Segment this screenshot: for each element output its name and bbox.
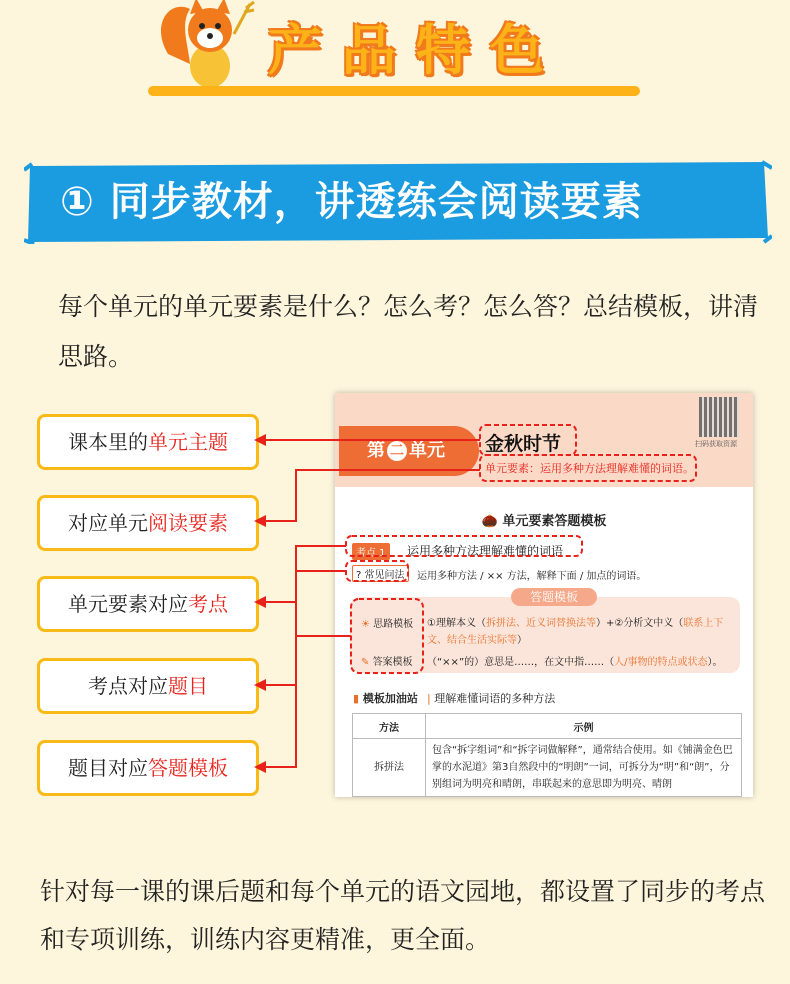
label-highlight: 考点 [188, 592, 228, 616]
template-bar: 答题模板 [511, 588, 597, 606]
label-test-points [37, 576, 259, 632]
pencil-icon: ✎ [361, 657, 373, 668]
bulb-icon: ☀ [361, 619, 374, 630]
label-highlight: 题目 [168, 674, 208, 698]
qr-label: 扫码获取资源 [695, 440, 737, 448]
silu-e: ） [517, 635, 527, 646]
title-underline [148, 86, 640, 96]
section-title: 产品特色 [268, 19, 564, 82]
qr-code-icon [699, 397, 739, 437]
common-tag-text: 常见问法 [364, 570, 405, 581]
silu-label [361, 615, 413, 630]
unit-prefix: 第 [367, 440, 385, 461]
label-reading-elements [37, 495, 259, 551]
common-question-tag [352, 565, 409, 582]
daan-label [361, 653, 413, 668]
methods-table [352, 713, 742, 797]
question-mark-icon: ? [356, 570, 365, 581]
kaodian-text: 运用多种方法理解难懂的词语 [407, 544, 564, 558]
label-highlight: 答题模板 [148, 756, 228, 780]
table-cell-method: 拆拼法 [353, 739, 426, 797]
daan-text [427, 653, 747, 668]
unit-number: 二 [387, 441, 407, 461]
unit-title: 金秋时节 [485, 433, 562, 455]
intro-text: 每个单元的单元要素是什么？怎么考？怎么答？总结模板，讲清思路。 [58, 292, 759, 371]
jyz-text-value: 理解难懂词语的多种方法 [434, 692, 556, 705]
template-title-text: 单元要素答题模板 [502, 514, 607, 529]
unit-element: 单元要素：运用多种方法理解难懂的词语。 [485, 462, 694, 475]
jyz-label-text: 模板加油站 [362, 692, 418, 705]
label-prefix: 课本里的 [68, 430, 148, 454]
daan-b: 人/事物的特点或状态 [614, 657, 708, 668]
unit-suffix: 单元 [409, 440, 445, 461]
table-row [353, 739, 742, 797]
label-highlight: 阅读要素 [148, 511, 228, 535]
label-prefix: 题目对应 [68, 756, 148, 780]
table-header-row [353, 714, 742, 739]
jyz-label [353, 690, 418, 706]
table-header: 示例 [426, 714, 742, 739]
table-cell-example: 包含“拆字组词”和“拆字词做解释”，通常结合使用。如《铺满金色巴掌的水泥道》第3自然段中的“明朗”一词，可拆分为“明”和“朗”，分别组词为明亮和晴朗，串联起来的意思即为明亮、晴朗 [426, 739, 742, 797]
common-question-text: 运用多种方法 / ×× 方法，解释下面 / 加点的词语。 [417, 571, 647, 582]
silu-a: ①理解本义（ [427, 618, 486, 629]
station-icon: ▮ [353, 692, 363, 705]
book-page-sample [335, 393, 753, 797]
outro-text: 针对每一课的课后题和每个单元的语文园地，都设置了同步的考点和专项训练，训练内容更精准，更全面。 [40, 877, 766, 954]
feature-banner-text: ① 同步教材，讲透练会阅读要素 [60, 179, 643, 225]
daan-c: ）。 [707, 657, 723, 668]
label-questions [37, 658, 259, 714]
label-prefix: 考点对应 [88, 674, 168, 698]
daan-a: （“××”的）意思是……，在文中指……（ [427, 657, 615, 668]
label-prefix: 对应单元 [68, 511, 148, 535]
kaodian-tag: 考点 1 [352, 543, 390, 560]
template-title [335, 510, 753, 529]
leaf-icon: 🌰 [481, 514, 503, 529]
table-header: 方法 [353, 714, 426, 739]
silu-d: 联系上下文、结合生活实际等 [427, 618, 724, 646]
unit-badge [339, 426, 479, 476]
fox-mascot-illustration [150, 0, 270, 90]
silu-b: 拆拼法、近义词替换法等 [485, 618, 596, 629]
label-highlight: 单元主题 [148, 430, 228, 454]
daan-label-text: 答案模板 [372, 657, 413, 668]
silu-text [427, 615, 737, 649]
label-prefix: 单元要素对应 [68, 592, 188, 616]
label-unit-theme [37, 414, 259, 470]
silu-label-text: 思路模板 [373, 619, 414, 630]
label-answer-templates [37, 740, 259, 796]
silu-c: ）+②分析文中义（ [595, 618, 684, 629]
jyz-text: | 理解难懂词语的多种方法 [427, 692, 556, 705]
